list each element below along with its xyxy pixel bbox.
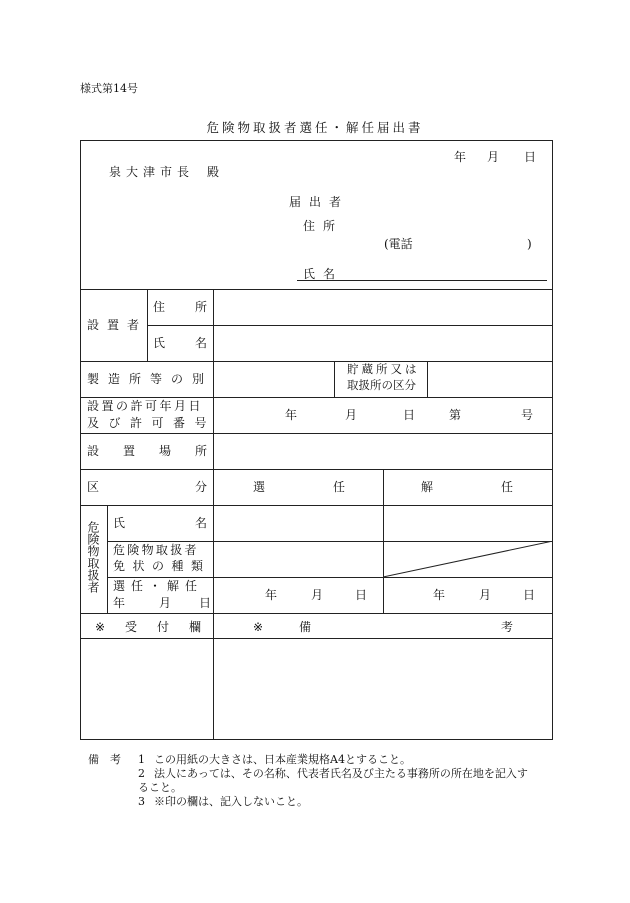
remarks-label-1: 備 [299,620,312,634]
permit-number-label: 及び許可番号 [87,416,217,430]
date-month-label: 月 [487,150,500,164]
appoint-month: 月 [311,588,324,602]
facility-type-label: 製造所等の別 [87,372,214,386]
dismiss-day: 日 [523,588,536,602]
addressee-honorific: 殿 [207,165,220,179]
notes-label: 備 考 [88,753,121,766]
appoint-date-label-day: 日 [199,596,212,610]
date-year-label: 年 [454,150,467,164]
document-title: 危険物取扱者選任・解任届出書 [206,120,424,135]
notifier-address-label: 住所 [303,219,344,233]
notifier-name-label: 氏名 [303,267,344,281]
phone-open: (電話 [384,237,413,251]
appoint-year: 年 [265,588,278,602]
remarks-label-2: 考 [501,620,514,634]
appoint-date-label-month: 月 [159,596,172,610]
remarks-mark: ※ [253,620,264,634]
form-number: 様式第14号 [80,82,138,95]
name-signature-line [297,280,547,281]
date-day-label: 日 [524,150,537,164]
phone-close: ) [527,237,532,251]
addressee: 泉大津市長 [109,165,195,179]
license-label-2: 免状の種類 [113,559,211,573]
appoint-day: 日 [355,588,368,602]
permit-date-label: 設置の許可年月日 [87,399,204,413]
permit-month: 月 [345,408,358,422]
installer-name-label: 氏 名 [153,336,207,350]
note-1-number: 1 [138,753,145,766]
license-label-1: 危険物取扱者 [113,543,199,557]
note-2-text-line1: 法人にあっては、その名称、代表者氏名及び主たる事務所の所在地を記入す [154,767,528,780]
note-3-text: ※印の欄は、記入しないこと。 [154,795,308,808]
location-label: 設 置 場 所 [87,444,207,458]
installer-address-label: 住 所 [153,300,207,314]
note-2-number: 2 [138,767,145,780]
permit-no-suffix: 号 [521,408,534,422]
dismiss-header: 解 任 [421,480,513,494]
installer-label: 設置者 [87,318,148,332]
reception-label: ※ 受 付 欄 [95,620,201,634]
appoint-header: 選 任 [253,480,345,494]
dismiss-year: 年 [433,588,446,602]
notification-form [80,140,553,740]
permit-year: 年 [285,408,298,422]
storage-type-label-2: 取扱所の区分 [347,378,416,392]
note-3-number: 3 [138,795,145,808]
dismiss-month: 月 [479,588,492,602]
appoint-date-label-year: 年 [113,596,126,610]
permit-day: 日 [403,408,416,422]
category-label: 区 分 [87,480,207,494]
permit-no: 第 [449,408,462,422]
handler-name-label: 氏 名 [113,516,207,530]
storage-type-label-1: 貯蔵所又は [347,362,420,376]
note-2-text-line2: ること。 [138,781,182,794]
appoint-date-label-1: 選任・解任 [113,579,204,593]
handler-label: 危険物取扱者 [86,521,100,593]
not-applicable-diagonal [383,541,553,577]
note-1-text: この用紙の大きさは、日本産業規格A4とすること。 [154,753,411,766]
notifier-label: 届出者 [289,195,350,209]
